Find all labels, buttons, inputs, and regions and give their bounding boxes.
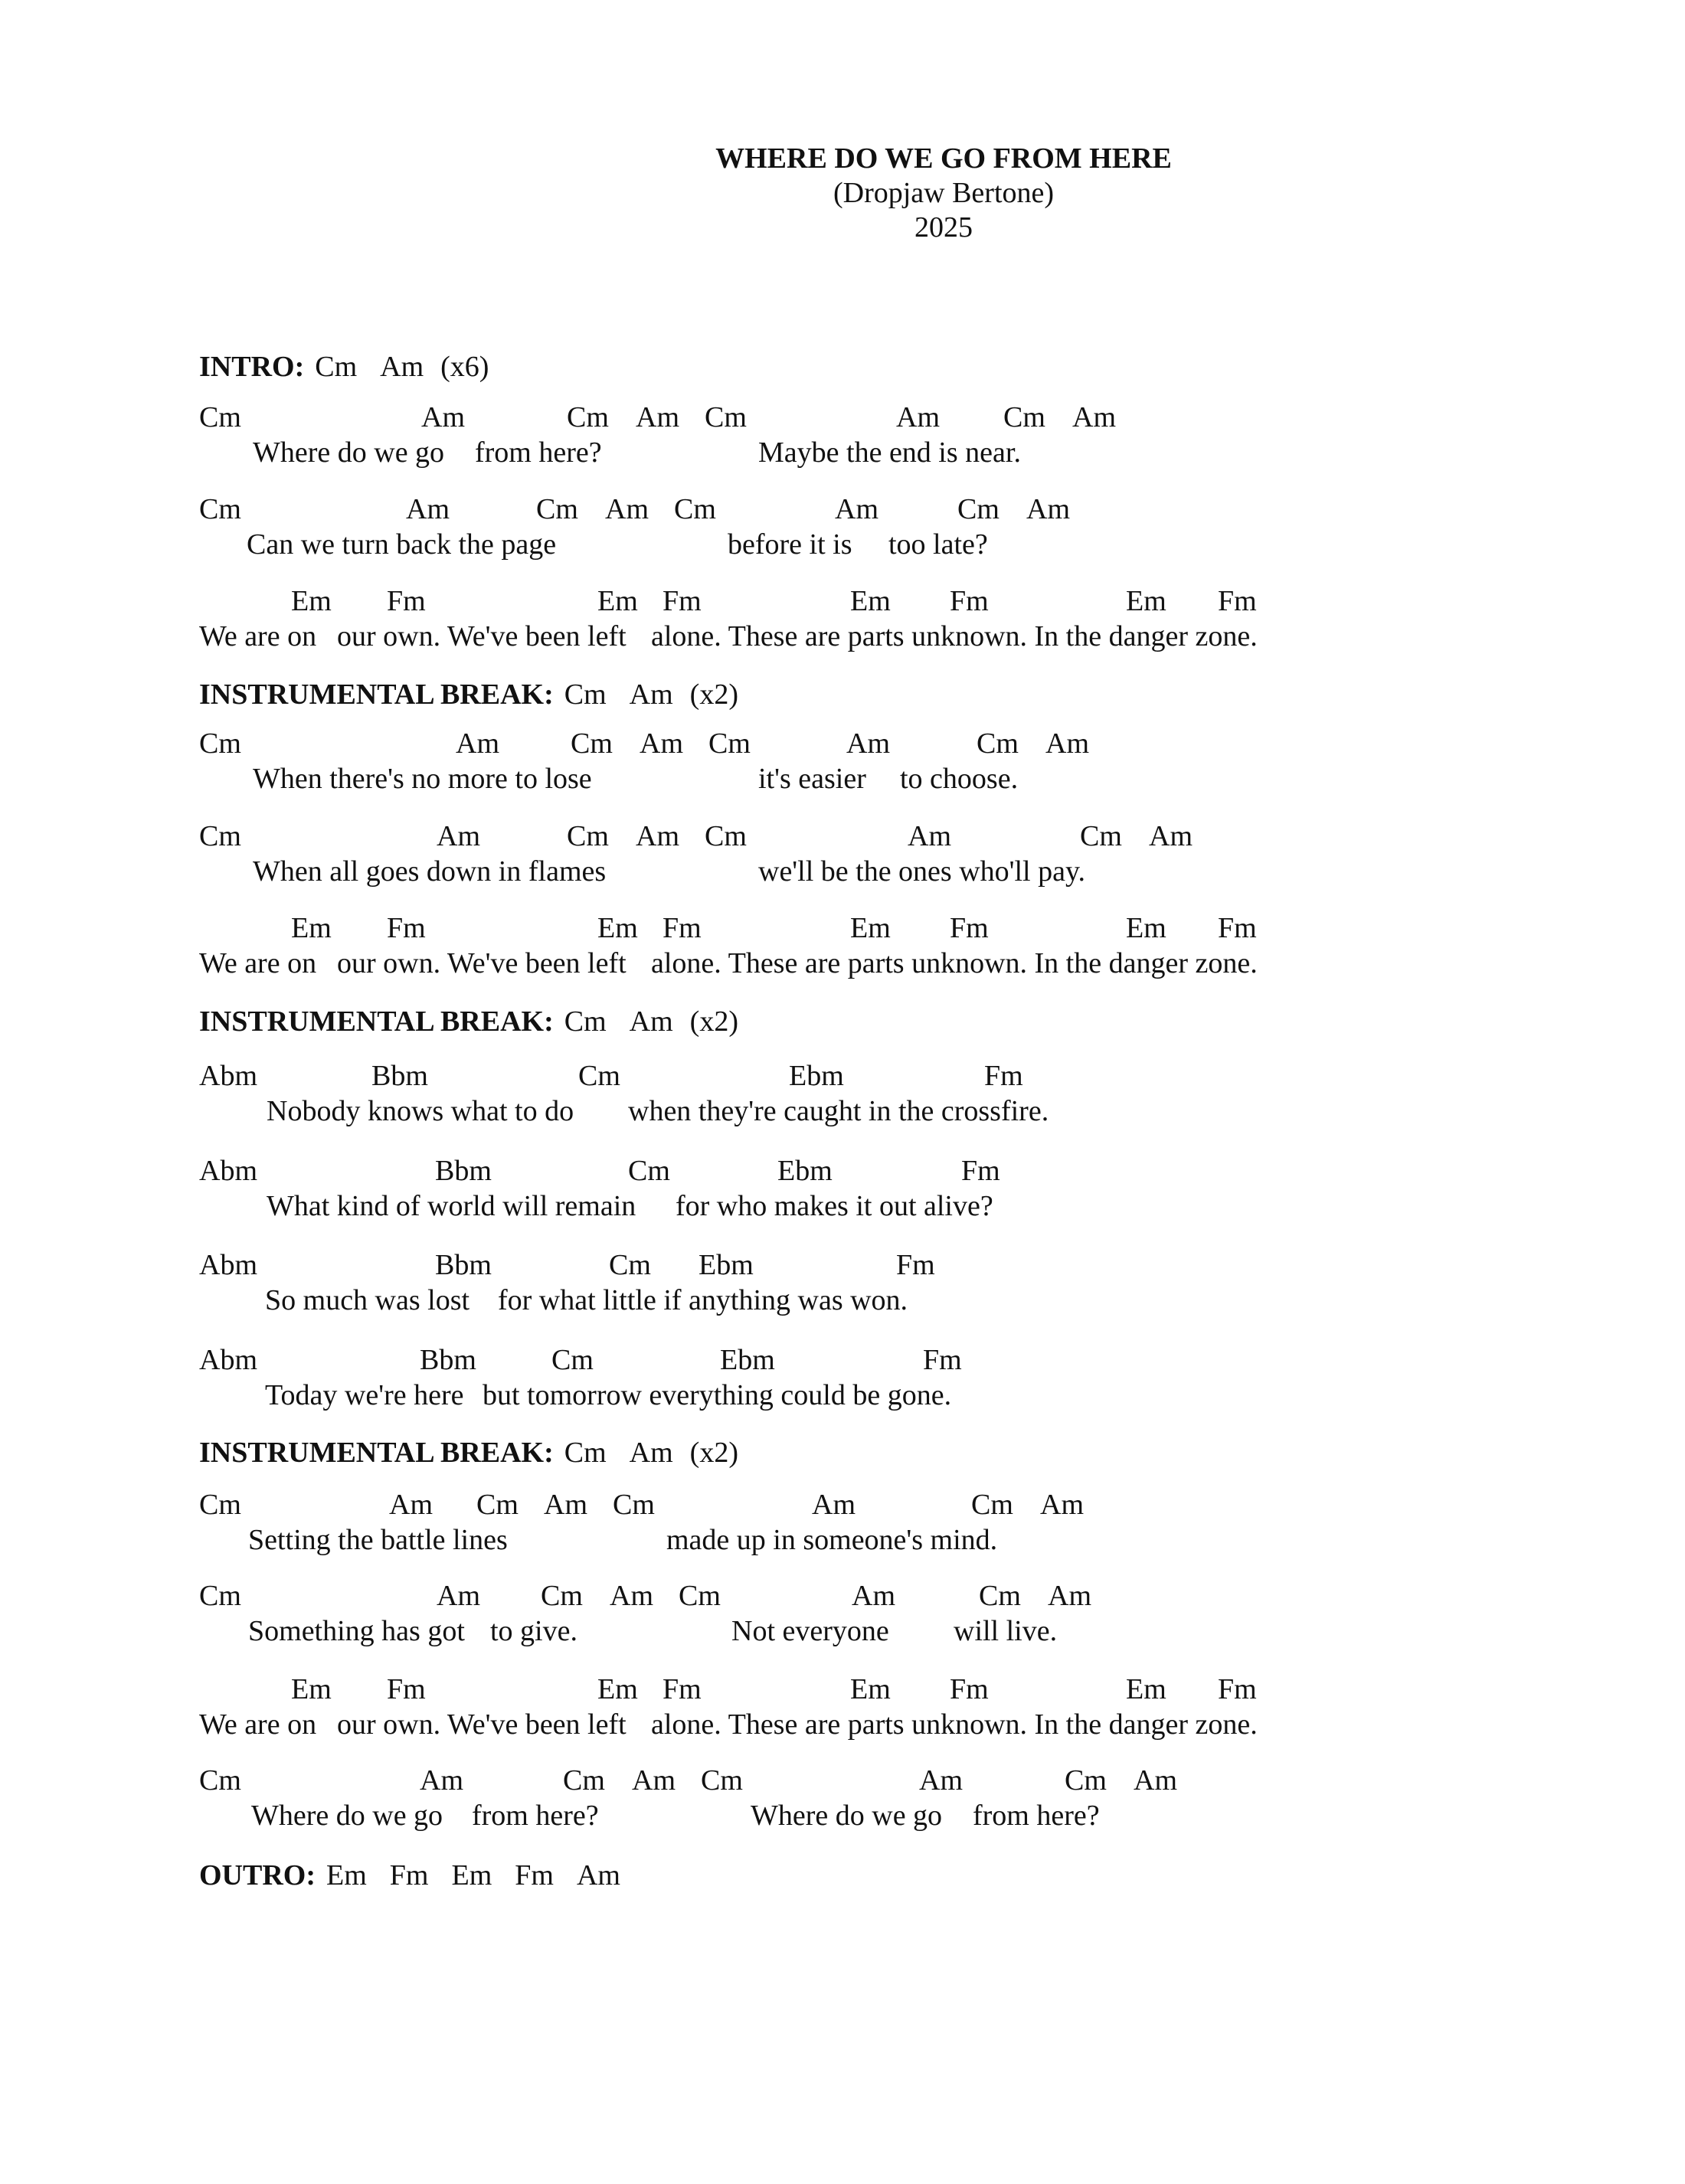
chord: Am bbox=[636, 401, 679, 433]
lyric-segment: to choose. bbox=[900, 763, 1019, 795]
chord: Abm bbox=[199, 1060, 257, 1092]
chord: Cm bbox=[199, 1580, 241, 1612]
chord: Cm bbox=[705, 401, 747, 433]
chord: Em bbox=[597, 1673, 638, 1705]
chord: Cm bbox=[701, 1764, 743, 1797]
chord: Cm bbox=[609, 1249, 651, 1281]
chord: Am bbox=[846, 727, 890, 760]
chord: Cm bbox=[541, 1580, 583, 1612]
song-artist: (Dropjaw Bertone) bbox=[833, 177, 1055, 209]
chord: Cm bbox=[1080, 820, 1122, 852]
lyric-segment: for what little if anything was won. bbox=[498, 1284, 908, 1316]
lyric-segment: but tomorrow everything could be gone. bbox=[483, 1379, 952, 1411]
chord: Fm bbox=[950, 912, 989, 944]
lyric-segment: too late? bbox=[888, 528, 988, 561]
chord: Em bbox=[291, 912, 332, 944]
chord: Am bbox=[1149, 820, 1193, 852]
chord: Fm bbox=[387, 585, 426, 617]
chord: Am bbox=[835, 493, 878, 525]
lyric-segment: Where do we go bbox=[251, 1800, 443, 1832]
chord: Am bbox=[1045, 727, 1089, 760]
lyric-segment: for who makes it out alive? bbox=[676, 1190, 993, 1222]
chord: Cm bbox=[979, 1580, 1021, 1612]
chord: Am bbox=[640, 727, 683, 760]
lyric-segment: from here? bbox=[472, 1800, 599, 1832]
chord: Em bbox=[291, 585, 332, 617]
chord: Am bbox=[908, 820, 951, 852]
chord: Em bbox=[326, 1859, 367, 1891]
chord: Em bbox=[597, 585, 638, 617]
lyric-segment: We are on bbox=[199, 620, 317, 652]
repeat-count: (x2) bbox=[689, 1005, 738, 1038]
chord: Am bbox=[1026, 493, 1070, 525]
lyric-segment: Setting the battle lines bbox=[248, 1524, 508, 1556]
lyric-segment: will live. bbox=[954, 1615, 1058, 1647]
chord: Fm bbox=[896, 1249, 935, 1281]
song-title: WHERE DO WE GO FROM HERE bbox=[715, 142, 1172, 175]
repeat-count: (x2) bbox=[689, 1437, 738, 1469]
chord: Cm bbox=[199, 493, 241, 525]
chord: Am bbox=[629, 1005, 673, 1038]
section-label: INTRO: bbox=[199, 351, 305, 383]
chord: Cm bbox=[536, 493, 578, 525]
lyric-segment: it's easier bbox=[758, 763, 866, 795]
lyric-segment: we'll be the ones who'll pay. bbox=[758, 855, 1086, 888]
lyric-segment: alone. These are parts unknown. In the danger zone. bbox=[651, 1708, 1258, 1741]
lyric-segment: We are on bbox=[199, 1708, 317, 1741]
chord: Cm bbox=[199, 1489, 241, 1521]
lyric-segment: Today we're here bbox=[265, 1379, 464, 1411]
lyric-segment: our own. We've been left bbox=[337, 947, 627, 979]
chord: Em bbox=[597, 912, 638, 944]
chord: Ebm bbox=[699, 1249, 754, 1281]
chord: Ebm bbox=[777, 1155, 833, 1187]
chord: Em bbox=[850, 585, 891, 617]
chord: Cm bbox=[571, 727, 613, 760]
chord: Cm bbox=[199, 727, 241, 760]
chord: Cm bbox=[476, 1489, 519, 1521]
chord: Cm bbox=[1065, 1764, 1107, 1797]
chord: Am bbox=[380, 351, 424, 383]
chord: Cm bbox=[199, 820, 241, 852]
chord: Cm bbox=[563, 1764, 605, 1797]
repeat-count: (x2) bbox=[689, 678, 738, 711]
chord: Cm bbox=[708, 727, 751, 760]
chord: Am bbox=[437, 820, 480, 852]
lyric-segment: our own. We've been left bbox=[337, 620, 627, 652]
chord: Abm bbox=[199, 1155, 257, 1187]
chord: Abm bbox=[199, 1344, 257, 1376]
chord: Cm bbox=[567, 820, 609, 852]
chord: Am bbox=[1048, 1580, 1091, 1612]
lyric-segment: from here? bbox=[475, 436, 602, 469]
chord: Em bbox=[1126, 585, 1166, 617]
lyric-segment: What kind of world will remain bbox=[267, 1190, 636, 1222]
lyric-segment: When there's no more to lose bbox=[253, 763, 592, 795]
chord: Bbm bbox=[435, 1155, 492, 1187]
chord: Em bbox=[291, 1673, 332, 1705]
section-header bbox=[199, 1007, 738, 1036]
chord: Fm bbox=[389, 1859, 429, 1891]
chord: Fm bbox=[387, 912, 426, 944]
chord: Fm bbox=[1218, 1673, 1257, 1705]
chord: Am bbox=[544, 1489, 587, 1521]
chord: Bbm bbox=[420, 1344, 476, 1376]
chord: Cm bbox=[628, 1155, 670, 1187]
chord: Fm bbox=[663, 912, 702, 944]
lyric-segment: Can we turn back the page bbox=[247, 528, 557, 561]
chord: Fm bbox=[663, 585, 702, 617]
chord: Cm bbox=[315, 351, 358, 383]
chord: Am bbox=[852, 1580, 895, 1612]
chord: Cm bbox=[613, 1489, 655, 1521]
chord: Cm bbox=[578, 1060, 620, 1092]
lyric-segment: When all goes down in flames bbox=[253, 855, 607, 888]
chord: Cm bbox=[679, 1580, 721, 1612]
section-label: INSTRUMENTAL BREAK: bbox=[199, 1005, 554, 1038]
lyric-segment: Something has got bbox=[248, 1615, 465, 1647]
lyric-segment: Where do we go bbox=[751, 1800, 943, 1832]
chord: Fm bbox=[387, 1673, 426, 1705]
chord: Fm bbox=[961, 1155, 1000, 1187]
chord: Fm bbox=[515, 1859, 554, 1891]
chord: Em bbox=[1126, 912, 1166, 944]
lyric-segment: Maybe the end is near. bbox=[758, 436, 1021, 469]
chord: Am bbox=[610, 1580, 653, 1612]
song-year: 2025 bbox=[914, 211, 973, 244]
section-header bbox=[199, 1861, 620, 1890]
chord: Fm bbox=[1218, 585, 1257, 617]
chord: Cm bbox=[705, 820, 747, 852]
lyric-segment: So much was lost bbox=[265, 1284, 470, 1316]
chord: Em bbox=[1126, 1673, 1166, 1705]
chord: Bbm bbox=[435, 1249, 492, 1281]
chord: Am bbox=[812, 1489, 856, 1521]
chord: Am bbox=[896, 401, 940, 433]
chord: Am bbox=[456, 727, 499, 760]
section-header bbox=[199, 352, 489, 381]
section-label: OUTRO: bbox=[199, 1859, 316, 1891]
chord: Am bbox=[421, 401, 465, 433]
chord: Am bbox=[636, 820, 679, 852]
chord: Cm bbox=[564, 678, 607, 711]
section-header bbox=[199, 1438, 738, 1467]
chord: Fm bbox=[1218, 912, 1257, 944]
chord: Cm bbox=[1003, 401, 1045, 433]
lyric-segment: from here? bbox=[973, 1800, 1100, 1832]
chord: Fm bbox=[950, 585, 989, 617]
chord: Ebm bbox=[720, 1344, 775, 1376]
chord: Cm bbox=[567, 401, 609, 433]
lyric-segment: alone. These are parts unknown. In the danger zone. bbox=[651, 620, 1258, 652]
chord: Cm bbox=[971, 1489, 1013, 1521]
chord: Am bbox=[605, 493, 649, 525]
chord: Am bbox=[1072, 401, 1116, 433]
chord: Abm bbox=[199, 1249, 257, 1281]
section-label: INSTRUMENTAL BREAK: bbox=[199, 1437, 554, 1469]
chord: Cm bbox=[564, 1437, 607, 1469]
chord: Fm bbox=[950, 1673, 989, 1705]
chord: Am bbox=[629, 678, 673, 711]
lyric-segment: alone. These are parts unknown. In the danger zone. bbox=[651, 947, 1258, 979]
chord: Cm bbox=[977, 727, 1019, 760]
chord: Cm bbox=[674, 493, 716, 525]
section-header bbox=[199, 680, 738, 709]
lyric-segment: our own. We've been left bbox=[337, 1708, 627, 1741]
lyric-segment: Where do we go bbox=[253, 436, 445, 469]
chord: Am bbox=[1040, 1489, 1084, 1521]
chord: Fm bbox=[984, 1060, 1023, 1092]
lyric-segment: We are on bbox=[199, 947, 317, 979]
chord: Ebm bbox=[789, 1060, 844, 1092]
chord: Cm bbox=[199, 1764, 241, 1797]
chord: Cm bbox=[199, 401, 241, 433]
repeat-count: (x6) bbox=[440, 351, 489, 383]
chord: Am bbox=[576, 1859, 620, 1891]
lyric-segment: to give. bbox=[490, 1615, 577, 1647]
chord: Am bbox=[389, 1489, 433, 1521]
chord: Cm bbox=[564, 1005, 607, 1038]
chord: Fm bbox=[663, 1673, 702, 1705]
chord: Am bbox=[629, 1437, 673, 1469]
chord: Cm bbox=[551, 1344, 594, 1376]
chord: Am bbox=[406, 493, 450, 525]
lyric-segment: Nobody knows what to do bbox=[267, 1095, 574, 1127]
lyric-segment: Not everyone bbox=[731, 1615, 889, 1647]
chord: Am bbox=[1134, 1764, 1177, 1797]
section-label: INSTRUMENTAL BREAK: bbox=[199, 678, 554, 711]
chord: Fm bbox=[923, 1344, 962, 1376]
lyric-segment: made up in someone's mind. bbox=[666, 1524, 998, 1556]
chord: Am bbox=[919, 1764, 963, 1797]
chord: Am bbox=[437, 1580, 480, 1612]
chord: Bbm bbox=[371, 1060, 428, 1092]
chord: Am bbox=[420, 1764, 463, 1797]
chord: Cm bbox=[957, 493, 1000, 525]
lyric-segment: when they're caught in the crossfire. bbox=[628, 1095, 1049, 1127]
chord: Em bbox=[451, 1859, 492, 1891]
chord: Am bbox=[632, 1764, 676, 1797]
chord: Em bbox=[850, 1673, 891, 1705]
lyric-segment: before it is bbox=[728, 528, 852, 561]
chord: Em bbox=[850, 912, 891, 944]
